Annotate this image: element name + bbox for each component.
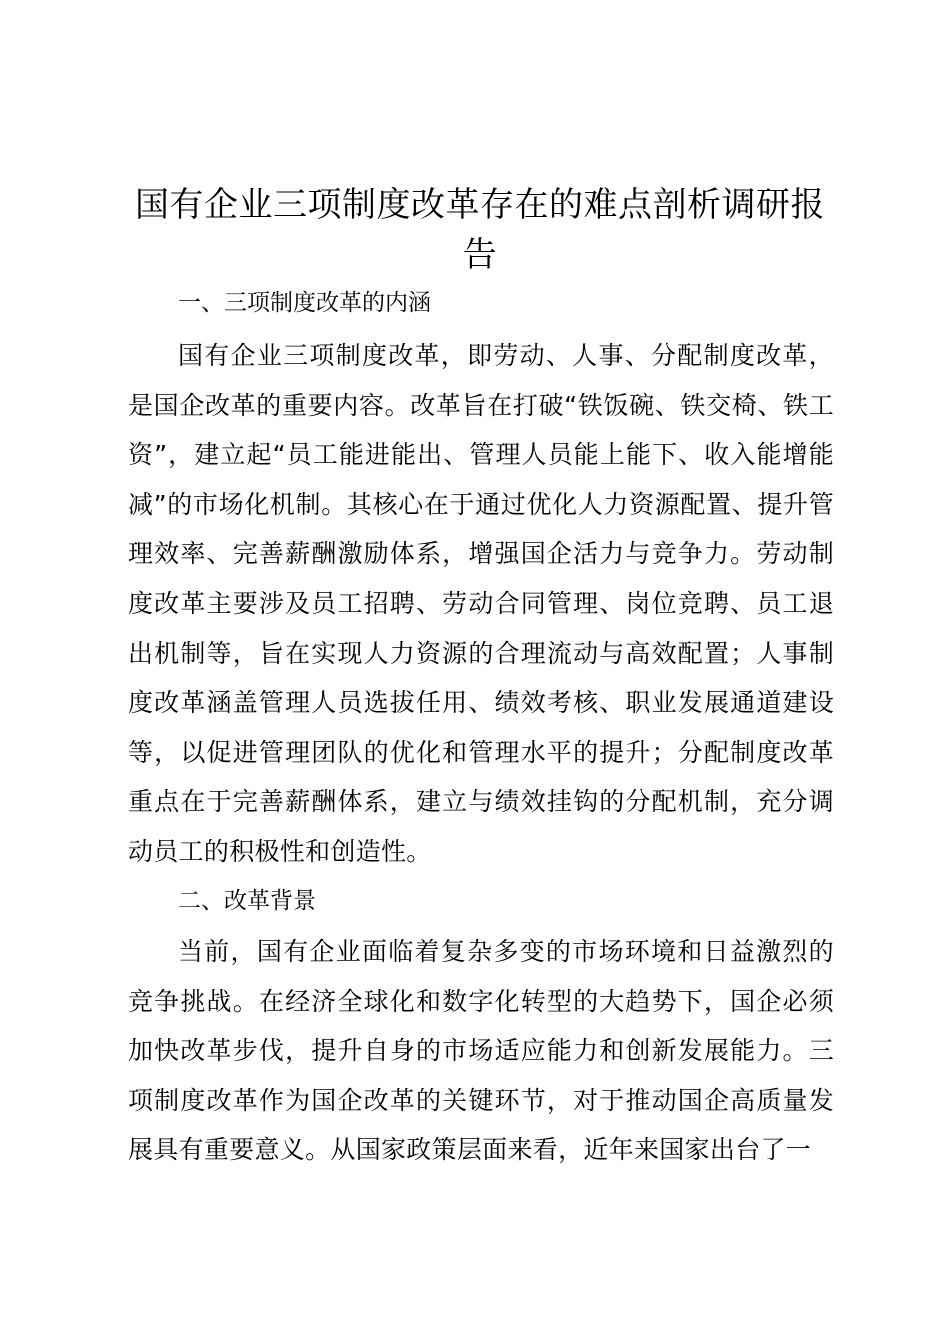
section-heading-2: 二、改革背景 xyxy=(178,888,316,914)
document-title: 国有企业三项制度改革存在的难点剖析调研报告 xyxy=(135,185,825,275)
body-paragraph-1: 国有企业三项制度改革，即劳动、人事、分配制度改革，是国企改革的重要内容。改革旨在打破“铁饭碗、铁交椅、铁工资”，建立起“员工能进能出、管理人员能上能下、收入能增能减”的市场化机制。其核心在于通过优化人力资源配置、提升管理效率、完善薪酬激励体系，增强国企活力与竞争力。劳动制度改革主要涉及员工招聘、劳动合同管理、岗位竞聘、员工退出机制等，旨在实现人力资源的合理流动与高效配置；人事制度改革涵盖管理人员选拔任用、绩效考核、职业发展通道建设等，以促进管理团队的优化和管理水平的提升；分配制度改革重点在于完善薪酬体系，建立与绩效挂钩的分配机制，充分调动员工的积极性和创造性。 xyxy=(128,341,834,866)
section-heading-1: 一、三项制度改革的内涵 xyxy=(178,290,431,316)
body-paragraph-2: 当前，国有企业面临着复杂多变的市场环境和日益激烈的竞争挑战。在经济全球化和数字化转型的大趋势下，国企必须加快改革步伐，提升自身的市场适应能力和创新发展能力。三项制度改革作为国企改革的关键环节，对于推动国企高质量发展具有重要意义。从国家政策层面来看，近年来国家出台了一 xyxy=(128,937,834,1165)
